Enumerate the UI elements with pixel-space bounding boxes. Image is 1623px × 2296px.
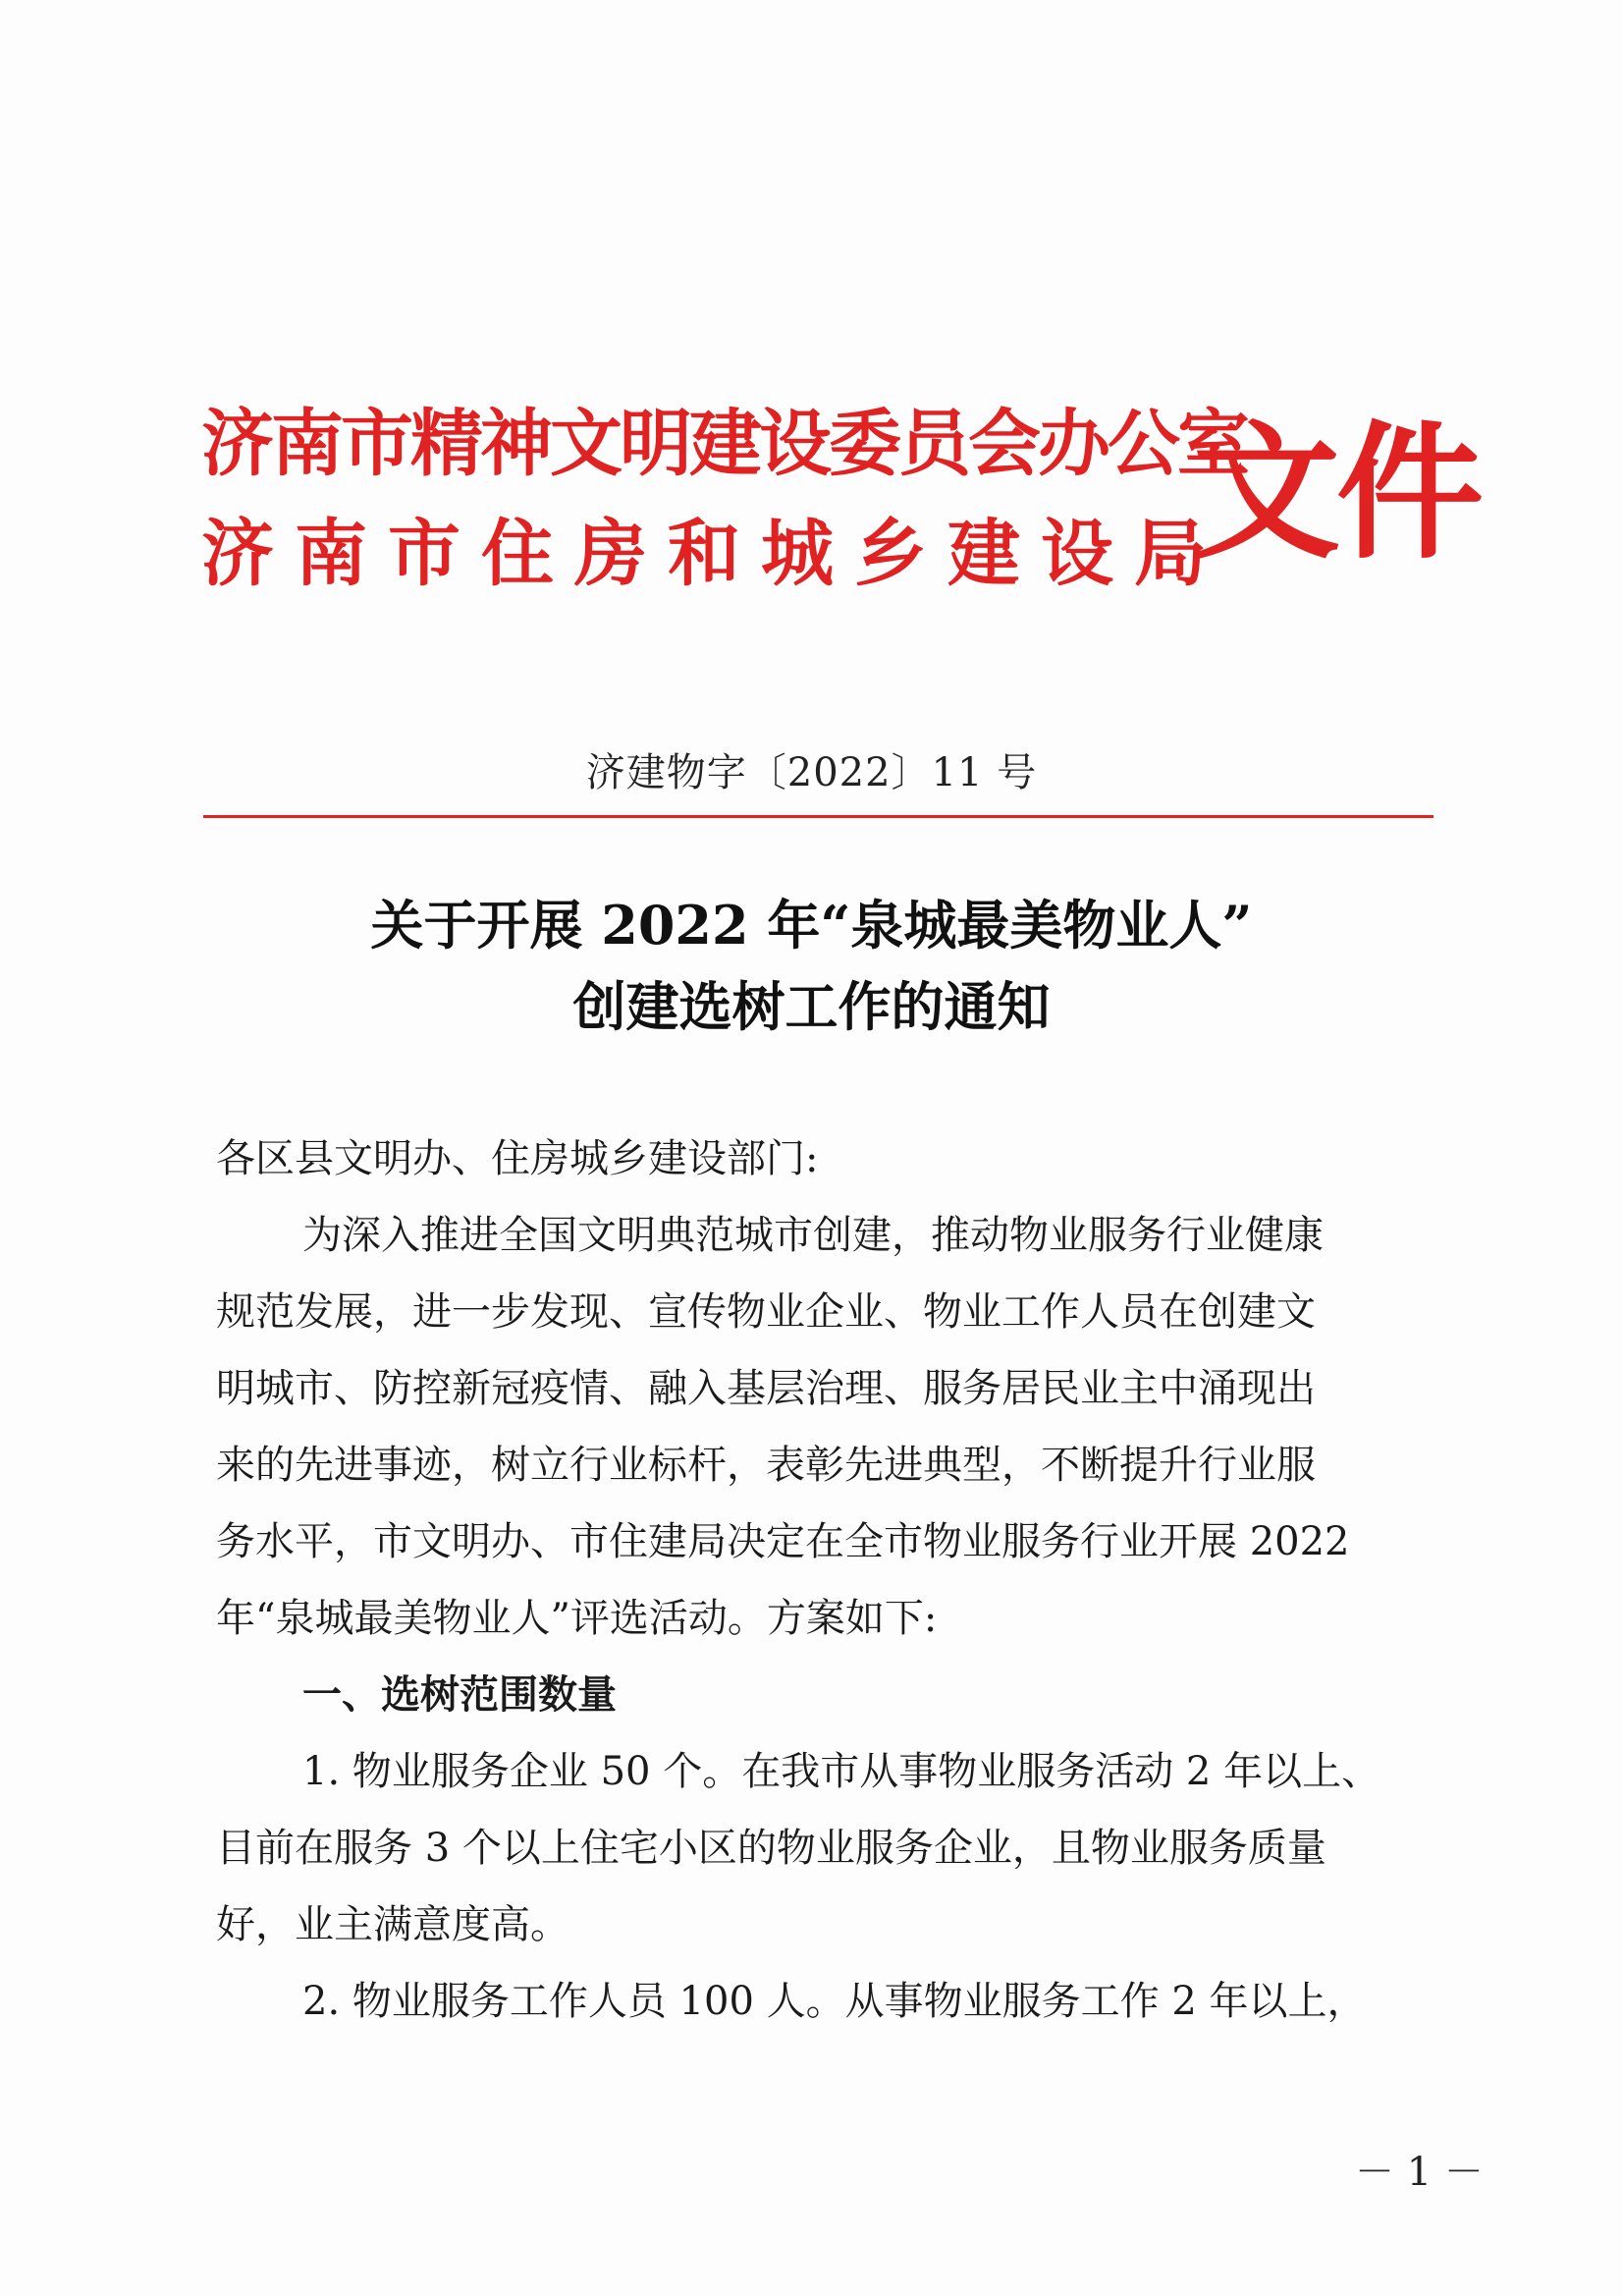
red-header — [201, 398, 1481, 624]
page-number: － 1 － — [1355, 2150, 1484, 2195]
doc-type-label: 文件 — [1193, 407, 1481, 579]
section-heading: 一、选树范围数量 — [302, 1672, 617, 1718]
title-line-1: 关于开展 2022 年“泉城最美物业人” — [370, 894, 1253, 957]
document-number: 济建物字〔2022〕11 号 — [585, 750, 1038, 795]
issuer-line-1: 济南市精神文明建设委员会办公室 — [201, 402, 1247, 486]
item-line: 目前在服务 3 个以上住宅小区的物业服务企业，且物业服务质量 — [216, 1826, 1326, 1871]
body-line: 年“泉城最美物业人”评选活动。方案如下: — [216, 1596, 938, 1641]
issuer-line-2: 济南市住房和城乡建设局 — [201, 512, 1227, 596]
item-line: 好，业主满意度高。 — [216, 1902, 569, 1947]
body-line: 来的先进事迹，树立行业标杆，表彰先进典型，不断提升行业服 — [216, 1443, 1316, 1488]
item-line: 1. 物业服务企业 50 个。在我市从事物业服务活动 2 年以上、 — [302, 1749, 1381, 1794]
title-line-2: 创建选树工作的通知 — [572, 975, 1051, 1038]
item-line: 2. 物业服务工作人员 100 人。从事物业服务工作 2 年以上， — [302, 1979, 1367, 2024]
body-line: 务水平，市文明办、市住建局决定在全市物业服务行业开展 2022 — [216, 1519, 1350, 1564]
salutation: 各区县文明办、住房城乡建设部门: — [216, 1136, 819, 1181]
red-divider-line — [203, 815, 1434, 818]
body-line: 为深入推进全国文明典范城市创建，推动物业服务行业健康 — [302, 1213, 1324, 1258]
body-line: 规范发展，进一步发现、宣传物业企业、物业工作人员在创建文 — [216, 1289, 1316, 1335]
body-line: 明城市、防控新冠疫情、融入基层治理、服务居民业主中涌现出 — [216, 1366, 1316, 1411]
